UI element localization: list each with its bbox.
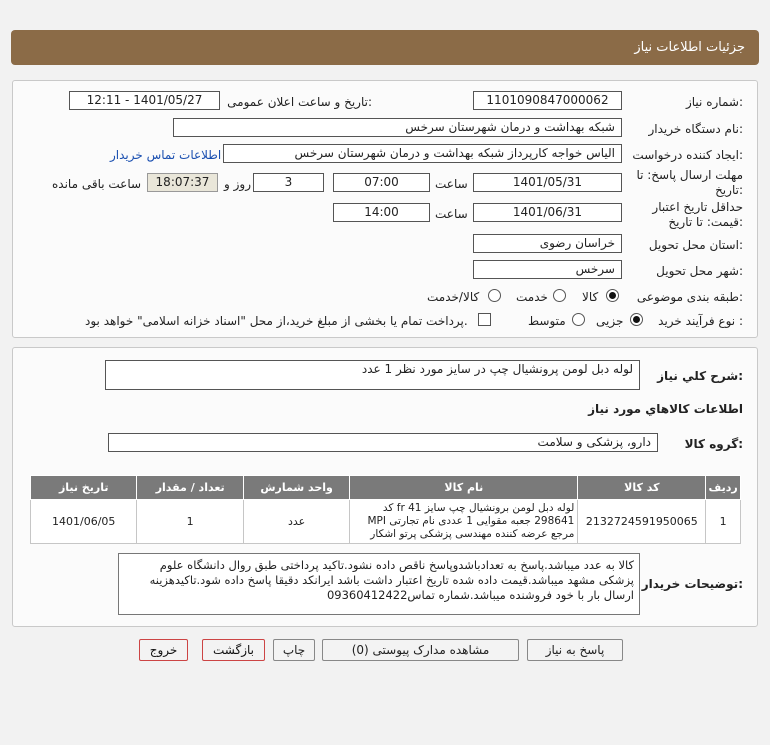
col-qty: تعداد / مقدار	[137, 476, 243, 500]
table-header-row	[31, 476, 741, 500]
col-need-date: تاریخ نیاز	[31, 476, 137, 500]
deadline-label: مهلت ارسال پاسخ: تا	[636, 168, 743, 182]
group-label: گروه کالا:	[684, 437, 743, 451]
buyer-notes-label: توضیحات خریدار:	[641, 577, 743, 591]
days-label: روز و	[224, 177, 251, 191]
cell-item-name: لوله دبل لومن برونشیال چپ سایز fr 41 کد 298641 جعبه مقوایی 1 عددی نام تجارتی MPI مرجع عرضه کننده مهندسی پزشکی پرتو اشکار	[350, 500, 578, 544]
category-radio-goods[interactable]	[606, 289, 619, 302]
days-field: 3	[253, 173, 324, 192]
col-item-code: کد کالا	[578, 476, 706, 500]
cell-index: 1	[706, 500, 741, 544]
buyer-org-label: نام دستگاه خریدار:	[648, 122, 743, 136]
creator-label: ایجاد کننده درخواست:	[632, 148, 743, 162]
exit-button[interactable]: خروج	[139, 639, 188, 661]
category-radio-goods-service[interactable]	[488, 289, 501, 302]
validity-date-field: 1401/06/31	[473, 203, 622, 222]
process-radio-minor[interactable]	[630, 313, 643, 326]
process-option-minor: جزیی	[596, 314, 624, 328]
payment-note: پرداخت تمام یا بخشی از مبلغ خرید،از محل "اسناد خزانه اسلامی" خواهد بود.	[85, 314, 468, 328]
process-label: نوع فرآیند خرید :	[658, 314, 743, 328]
province-label: استان محل تحویل:	[648, 238, 743, 252]
validity-time-label: ساعت	[435, 207, 468, 221]
category-radio-service[interactable]	[553, 289, 566, 302]
print-button[interactable]: چاپ	[273, 639, 315, 661]
category-option-goods-service: کالا/خدمت	[427, 290, 480, 304]
need-number-label: شماره نیاز:	[685, 95, 743, 109]
deadline-date-field: 1401/05/31	[473, 173, 622, 192]
col-unit: واحد شمارش	[243, 476, 349, 500]
process-radio-medium[interactable]	[572, 313, 585, 326]
table-row	[31, 500, 741, 544]
buyer-org-field: شبکه بهداشت و درمان شهرستان سرخس	[173, 118, 622, 137]
validity-label-2: قیمت: تا تاریخ:	[668, 215, 743, 229]
cell-item-code: 2132724591950065	[578, 500, 706, 544]
validity-time-field: 14:00	[333, 203, 430, 222]
items-table	[30, 475, 741, 544]
col-index: ردیف	[706, 476, 741, 500]
payment-checkbox[interactable]	[478, 313, 491, 326]
deadline-time-label: ساعت	[435, 177, 468, 191]
category-option-service: خدمت	[516, 290, 548, 304]
remaining-time-field: 18:07:37	[147, 173, 218, 192]
remaining-label: ساعت باقی مانده	[52, 177, 142, 191]
page-title: جزئیات اطلاعات نیاز	[634, 40, 745, 55]
page-header	[11, 30, 759, 65]
deadline-time-field: 07:00	[333, 173, 430, 192]
summary-label: شرح کلي نیاز:	[657, 369, 743, 383]
group-field: دارو، پزشکی و سلامت	[108, 433, 658, 452]
category-option-goods: کالا	[582, 290, 599, 304]
province-field: خراسان رضوی	[473, 234, 622, 253]
creator-field: الیاس خواجه کارپرداز شبکه بهداشت و درمان شهرستان سرخس	[223, 144, 622, 163]
city-label: شهر محل تحویل:	[656, 264, 743, 278]
validity-label: حداقل تاریخ اعتبار	[652, 200, 743, 214]
col-item-name: نام کالا	[350, 476, 578, 500]
buyer-notes-field: کالا به عدد میباشد.پاسخ به تعدادباشدوپاسخ ناقص داده نشود.تاکید پرداختی طبق روال دانشگاه علوم پزشکی مشهد میباشد.قیمت داده شده تاریخ اعتبار داشت باشد ایرانکد دقیقا پاسخ داده شود.تاکیدهزینه ارسال بار با خود فروشنده میباشد.شماره تماس09360412422	[118, 553, 640, 615]
items-section-title: اطلاعات کالاهاي مورد نياز	[588, 402, 743, 416]
contact-info-link[interactable]: اطلاعات تماس خریدار	[110, 148, 222, 162]
cell-qty: 1	[137, 500, 243, 544]
announce-label: تاریخ و ساعت اعلان عمومی:	[227, 95, 372, 109]
process-option-medium: متوسط	[528, 314, 566, 328]
cell-unit: عدد	[243, 500, 349, 544]
announce-field: 1401/05/27 - 12:11	[69, 91, 220, 110]
reply-button[interactable]: پاسخ به نیاز	[527, 639, 623, 661]
summary-field: لوله دبل لومن پرونشیال چپ در سایز مورد نظر 1 عدد	[105, 360, 640, 390]
need-number-field: 1101090847000062	[473, 91, 622, 110]
attachments-button[interactable]: مشاهده مدارک پیوستی (0)	[322, 639, 519, 661]
back-button[interactable]: بازگشت	[202, 639, 265, 661]
deadline-label-2: تاریخ:	[715, 183, 743, 197]
category-label: طبقه بندی موضوعی:	[636, 290, 743, 304]
cell-need-date: 1401/06/05	[31, 500, 137, 544]
city-field: سرخس	[473, 260, 622, 279]
